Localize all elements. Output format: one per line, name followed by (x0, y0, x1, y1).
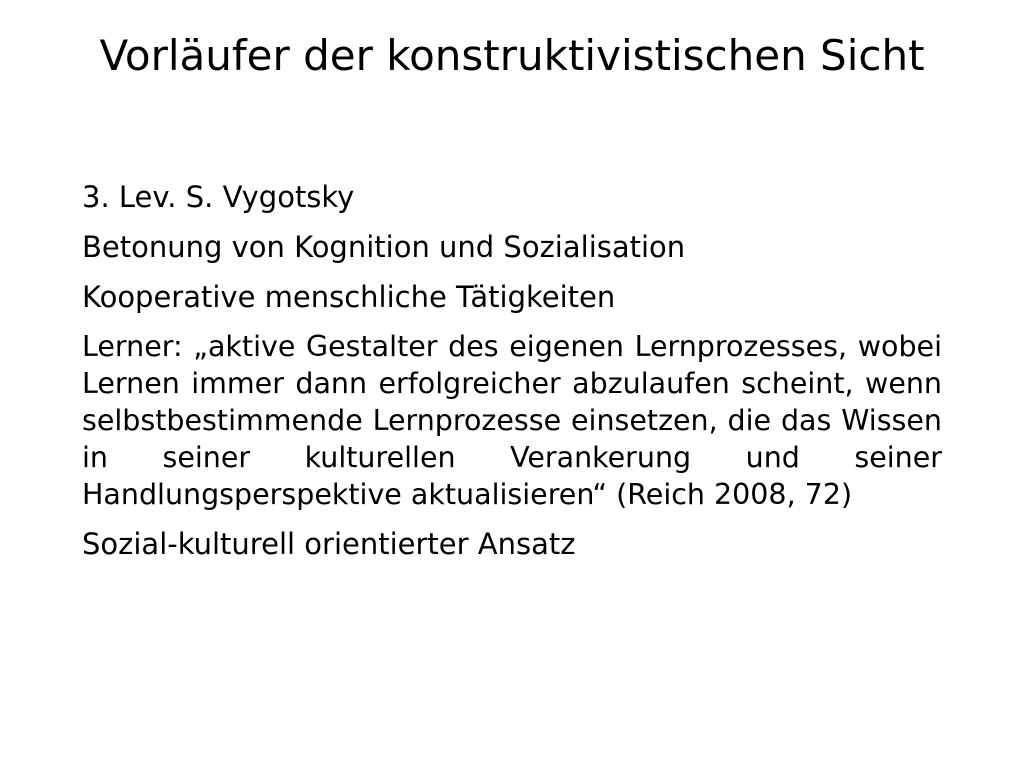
slide-title: Vorläufer der konstruktivistischen Sicht (99, 31, 925, 80)
bullet-item-lerner-quote: Lerner: „aktive Gestalter des eigenen Lernprozesses, wobei Lernen immer dann erfolgreicher abzulaufen scheint, wenn selbstbestimmende Lernprozesse einsetzen, die das Wissen in seiner kulturellen Verankerung und seiner Handlungsperspektive aktualisieren“ (Reich 2008, 72) (82, 330, 942, 511)
bullet-item-kooperative: Kooperative menschliche Tätigkeiten (82, 280, 616, 314)
bullet-item-ansatz: Sozial-kulturell orientierter Ansatz (82, 527, 576, 561)
bullet-list (82, 178, 942, 575)
bullet-item-vygotsky: 3. Lev. S. Vygotsky (82, 180, 355, 214)
bullet-item-kognition: Betonung von Kognition und Sozialisation (82, 230, 686, 264)
